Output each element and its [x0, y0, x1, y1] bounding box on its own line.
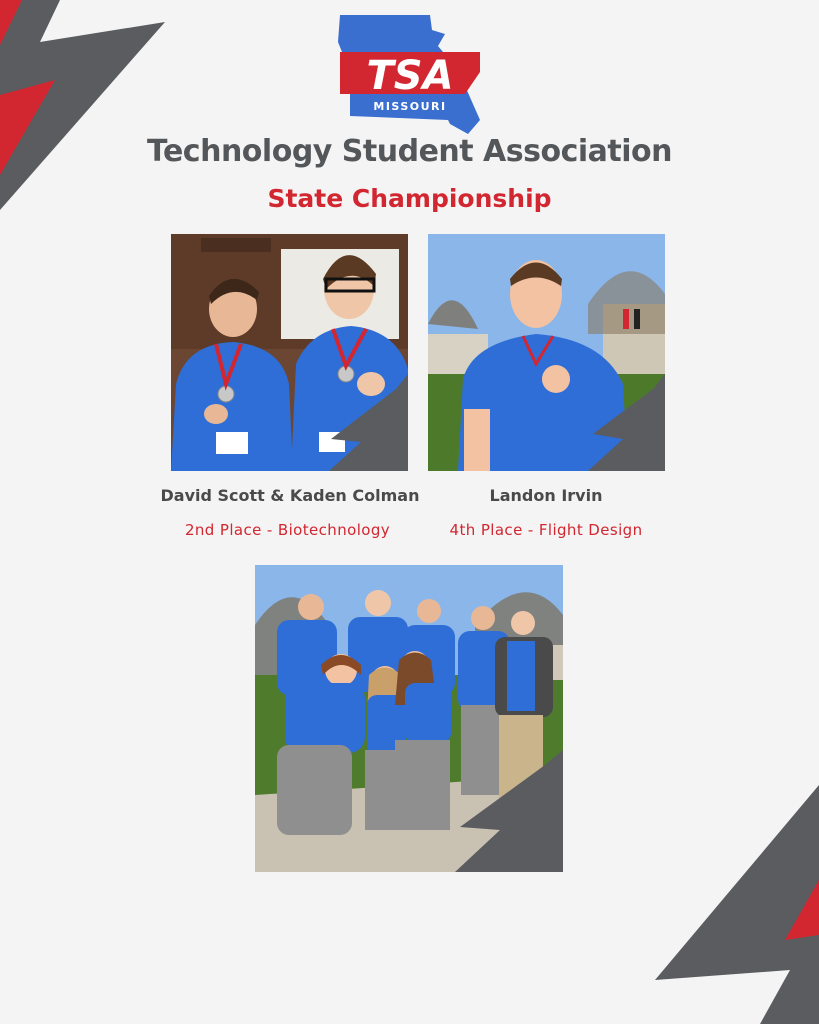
winner-names-2: Landon Irvin: [489, 486, 603, 505]
logo-text: TSA: [366, 53, 454, 99]
winner-award-2: 4th Place - Flight Design: [449, 521, 643, 539]
page-title: Technology Student Association: [146, 134, 672, 169]
logo-state: MISSOURI: [373, 100, 447, 113]
photo-david-kaden: [171, 234, 408, 471]
page-subtitle: State Championship: [267, 184, 552, 213]
winner-names-1: David Scott & Kaden Colman: [160, 486, 420, 505]
tsa-missouri-logo: [330, 12, 490, 137]
lightning-bolt-bottom-right: [650, 785, 819, 1024]
winner-award-1: 2nd Place - Biotechnology: [184, 521, 391, 539]
photo-landon: [428, 234, 665, 471]
photo-team-group: [255, 565, 563, 872]
